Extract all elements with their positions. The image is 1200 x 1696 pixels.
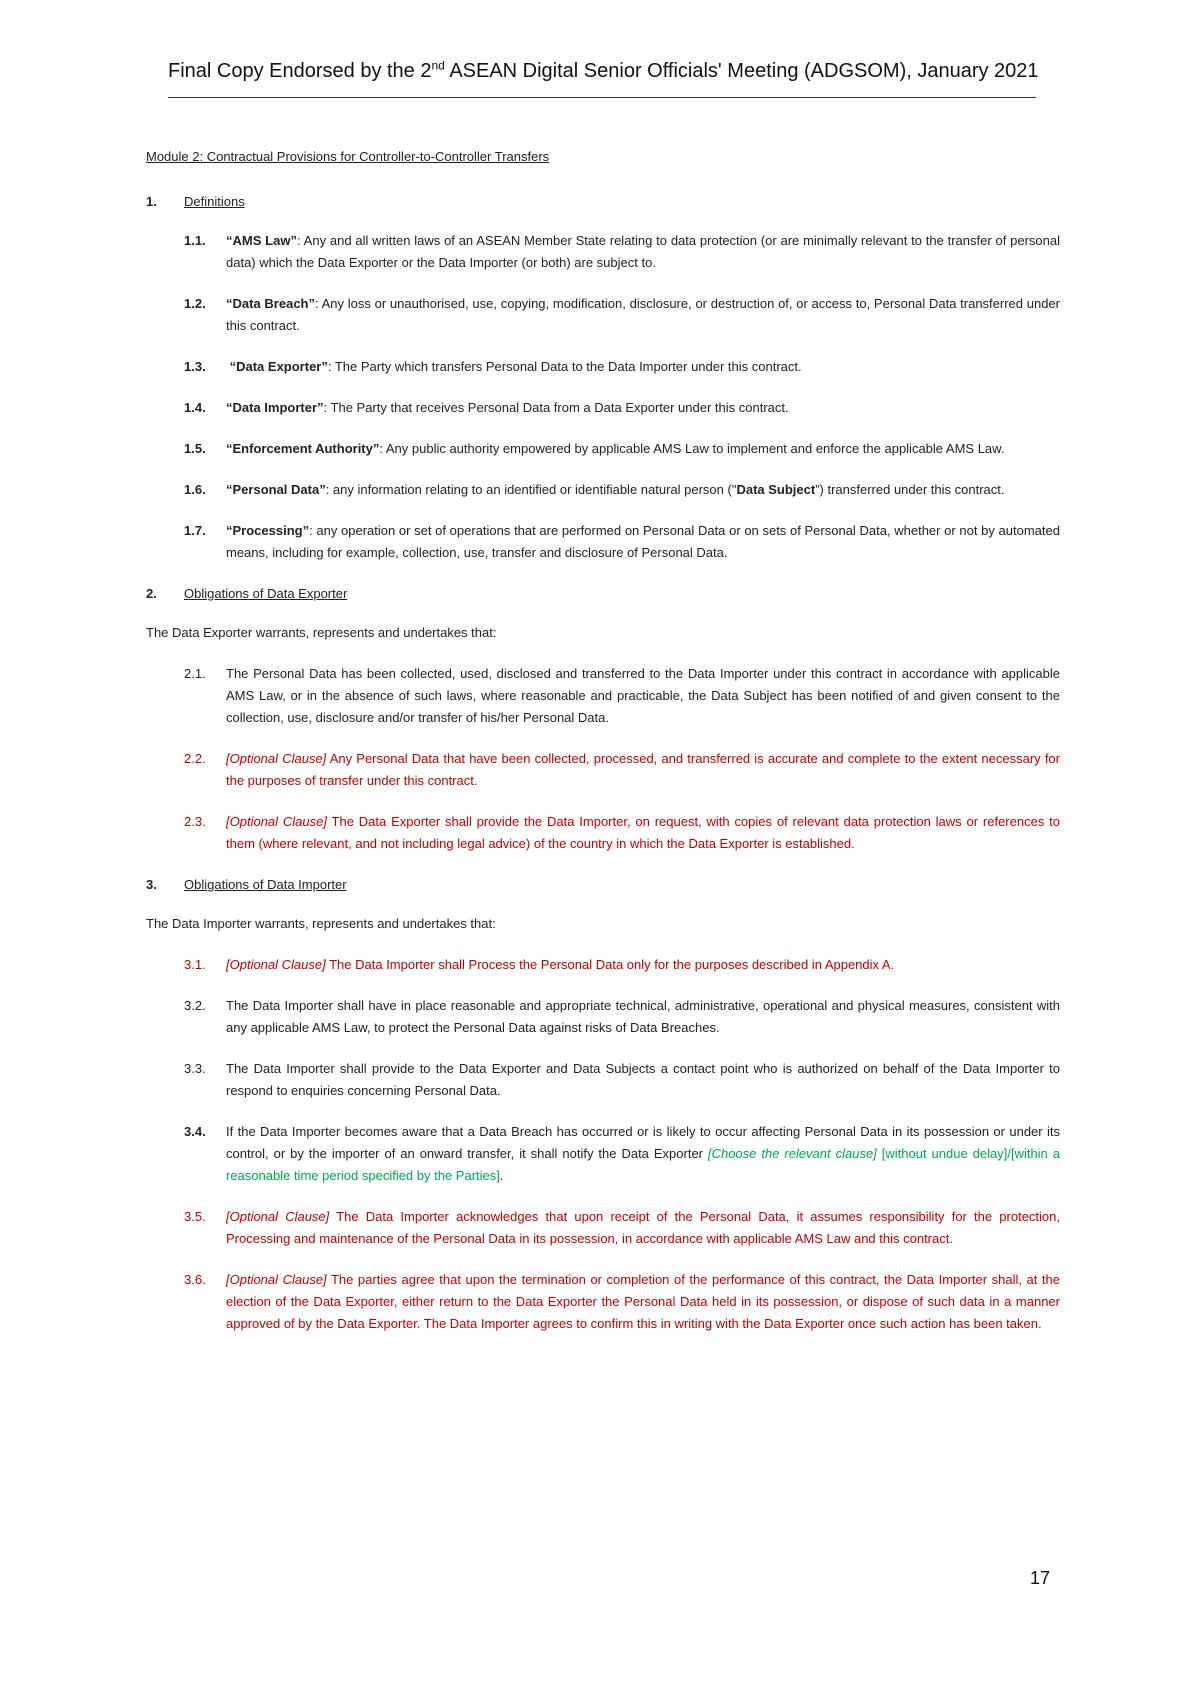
clause-text (226, 479, 1060, 501)
definition-text: : Any loss or unauthorised, use, copying, modification, disclosure, or destruction of, or access to, Personal Data transferred under this contract. (226, 296, 1061, 333)
header-text-post: ASEAN Digital Senior Officials' Meeting (ADGSOM), January 2021 (444, 60, 1039, 82)
clause-text (226, 356, 1060, 378)
clause-number: 2.3. (184, 814, 206, 829)
clause-text: The Data Importer shall provide to the Data Exporter and Data Subjects a contact point who is authorized on behalf of the Data Importer to respond to enquiries concerning Personal Data. (226, 1061, 1060, 1098)
section-heading-exporter (146, 583, 1060, 605)
clause-number: 3.4. (184, 1124, 206, 1139)
document-body (146, 146, 1060, 1354)
clause-text (226, 293, 1060, 337)
clause-3-3 (184, 1058, 1060, 1102)
defined-term: “Enforcement Authority” (226, 441, 380, 456)
clause-text (226, 520, 1060, 564)
definition-text: : any information relating to an identified or identifiable natural person (" (325, 482, 737, 497)
clause-number: 3.5. (184, 1209, 206, 1224)
clause-number: 1.6. (184, 482, 206, 497)
clause-text: The Data Importer shall have in place reasonable and appropriate technical, administrative, operational and physical measures, consistent with any applicable AMS Law, to protect the Personal Data against risks of Data Breaches. (226, 998, 1060, 1035)
clause-body: If the Data Importer becomes aware that a Data Breach has occurred or is likely to occur affecting Personal Data in its possession or under its control, or by the importer of an onward transfer, it shall notify the Data Exporter (226, 1124, 1060, 1161)
module-title: Module 2: Contractual Provisions for Controller-to-Controller Transfers (146, 149, 550, 164)
definition-text: : Any public authority empowered by applicable AMS Law to implement and enforce the applicable AMS Law. (379, 441, 1005, 456)
clause-2-2 (184, 748, 1060, 792)
section-title: Obligations of Data Exporter (184, 586, 348, 601)
defined-term: “Personal Data” (226, 482, 326, 497)
clause-number: 1.1. (184, 233, 206, 248)
optional-clause-tag: [Optional Clause] (226, 751, 327, 766)
clause-end: . (499, 1168, 504, 1183)
clause-number: 3.1. (184, 957, 206, 972)
definition-text: : The Party that receives Personal Data from a Data Exporter under this contract. (323, 400, 789, 415)
clause-number: 2.1. (184, 666, 206, 681)
section-intro: The Data Exporter warrants, represents and undertakes that: (146, 625, 497, 640)
clause-text: The Personal Data has been collected, used, disclosed and transferred to the Data Importer under this contract in accordance with applicable AMS Law, or in the absence of such laws, where reasonable and practicable, the Data Subject has been notified of and given consent to the collection, use, disclosure and/or transfer of his/her Personal Data. (226, 666, 1060, 725)
clause-text (226, 1121, 1060, 1187)
clause-3-6 (184, 1269, 1060, 1335)
definition-text: : The Party which transfers Personal Data to the Data Importer under this contract. (327, 359, 802, 374)
defined-term: “Processing” (226, 523, 310, 538)
page-number: 17 (1030, 1568, 1051, 1588)
clause-number: 1.4. (184, 400, 206, 415)
header-text-pre: Final Copy Endorsed by the 2 (168, 60, 432, 82)
page-header (168, 58, 1039, 83)
clause-number: 1.5. (184, 441, 206, 456)
choice-options: [without undue delay]/[within a reasonable time period specified by the Parties] (226, 1146, 1060, 1183)
optional-clause-text: The Data Importer acknowledges that upon receipt of the Personal Data, it assumes responsibility for the protection, Processing and maintenance of the Personal Data in its possession, in accordance with applicable AMS Law and this contract. (226, 1209, 1060, 1246)
optional-clause-text: Any Personal Data that have been collected, processed, and transferred is accurate and complete to the extent necessary for the purposes of transfer under this contract. (226, 751, 1060, 788)
header-rule (168, 97, 1036, 98)
clause-1-7 (184, 520, 1060, 564)
section-title: Definitions (184, 194, 245, 209)
optional-clause-text: The parties agree that upon the termination or completion of the performance of this contract, the Data Importer shall, at the election of the Data Exporter, either return to the Data Exporter the Personal Data held in its possession, or dispose of such data in a manner approved of by the Data Exporter. The Data Importer agrees to confirm this in writing with the Data Exporter once such action has been taken. (226, 1272, 1060, 1331)
defined-term: “AMS Law” (226, 233, 297, 248)
clause-number: 1.7. (184, 523, 206, 538)
clause-number: 1.2. (184, 296, 206, 311)
section-number: 2. (146, 586, 157, 601)
header-superscript: nd (431, 58, 445, 73)
optional-clause-text: The Data Importer shall Process the Personal Data only for the purposes described in Appendix A. (325, 957, 895, 972)
clause-3-2 (184, 995, 1060, 1039)
clause-1-6 (184, 479, 1060, 501)
definition-text: : any operation or set of operations that are performed on Personal Data or on sets of Personal Data, whether or not by automated means, including for example, collection, use, transfer and disclosure of Personal Data. (226, 523, 1060, 560)
section-heading-importer (146, 874, 1060, 896)
clause-number: 2.2. (184, 751, 206, 766)
clause-text (226, 438, 1060, 460)
clause-text (226, 954, 1060, 976)
clause-text (226, 397, 1060, 419)
defined-term: “Data Exporter” (226, 359, 328, 374)
clause-number: 3.6. (184, 1272, 206, 1287)
clause-number: 3.2. (184, 998, 206, 1013)
clause-1-1 (184, 230, 1060, 274)
defined-term: “Data Breach” (226, 296, 315, 311)
clause-text (226, 811, 1060, 855)
section-number: 3. (146, 877, 157, 892)
section-number: 1. (146, 194, 157, 209)
clause-1-4 (184, 397, 1060, 419)
clause-3-4 (184, 1121, 1060, 1187)
clause-text (226, 230, 1060, 274)
clause-text (226, 1269, 1060, 1335)
clause-number: 1.3. (184, 359, 206, 374)
clause-1-5 (184, 438, 1060, 460)
clause-number: 3.3. (184, 1061, 206, 1076)
clause-2-1 (184, 663, 1060, 729)
section-intro: The Data Importer warrants, represents and undertakes that: (146, 916, 496, 931)
clause-2-3 (184, 811, 1060, 855)
clause-1-2 (184, 293, 1060, 337)
choose-clause-tag: [Choose the relevant clause] (707, 1146, 877, 1161)
optional-clause-tag: [Optional Clause] (226, 814, 327, 829)
optional-clause-tag: [Optional Clause] (226, 1209, 330, 1224)
definition-text-end: ”) transferred under this contract. (815, 482, 1005, 497)
defined-term: “Data Importer” (226, 400, 324, 415)
clause-text (226, 748, 1060, 792)
optional-clause-text: The Data Exporter shall provide the Data Importer, on request, with copies of relevant data protection laws or references to them (where relevant, and not including legal advice) of the country in which the Data Exporter is established. (226, 814, 1060, 851)
clause-1-3 (184, 356, 1060, 378)
clause-3-1 (184, 954, 1060, 976)
section-heading-definitions (146, 191, 1060, 213)
optional-clause-tag: [Optional Clause] (226, 1272, 327, 1287)
section-title: Obligations of Data Importer (184, 877, 347, 892)
definition-text: : Any and all written laws of an ASEAN Member State relating to data protection (or are minimally relevant to the transfer of personal data) which the Data Exporter or the Data Importer (or both) are subject to. (226, 233, 1060, 270)
clause-3-5 (184, 1206, 1060, 1250)
optional-clause-tag: [Optional Clause] (226, 957, 326, 972)
defined-term-data-subject: Data Subject (736, 482, 816, 497)
clause-text (226, 1206, 1060, 1250)
